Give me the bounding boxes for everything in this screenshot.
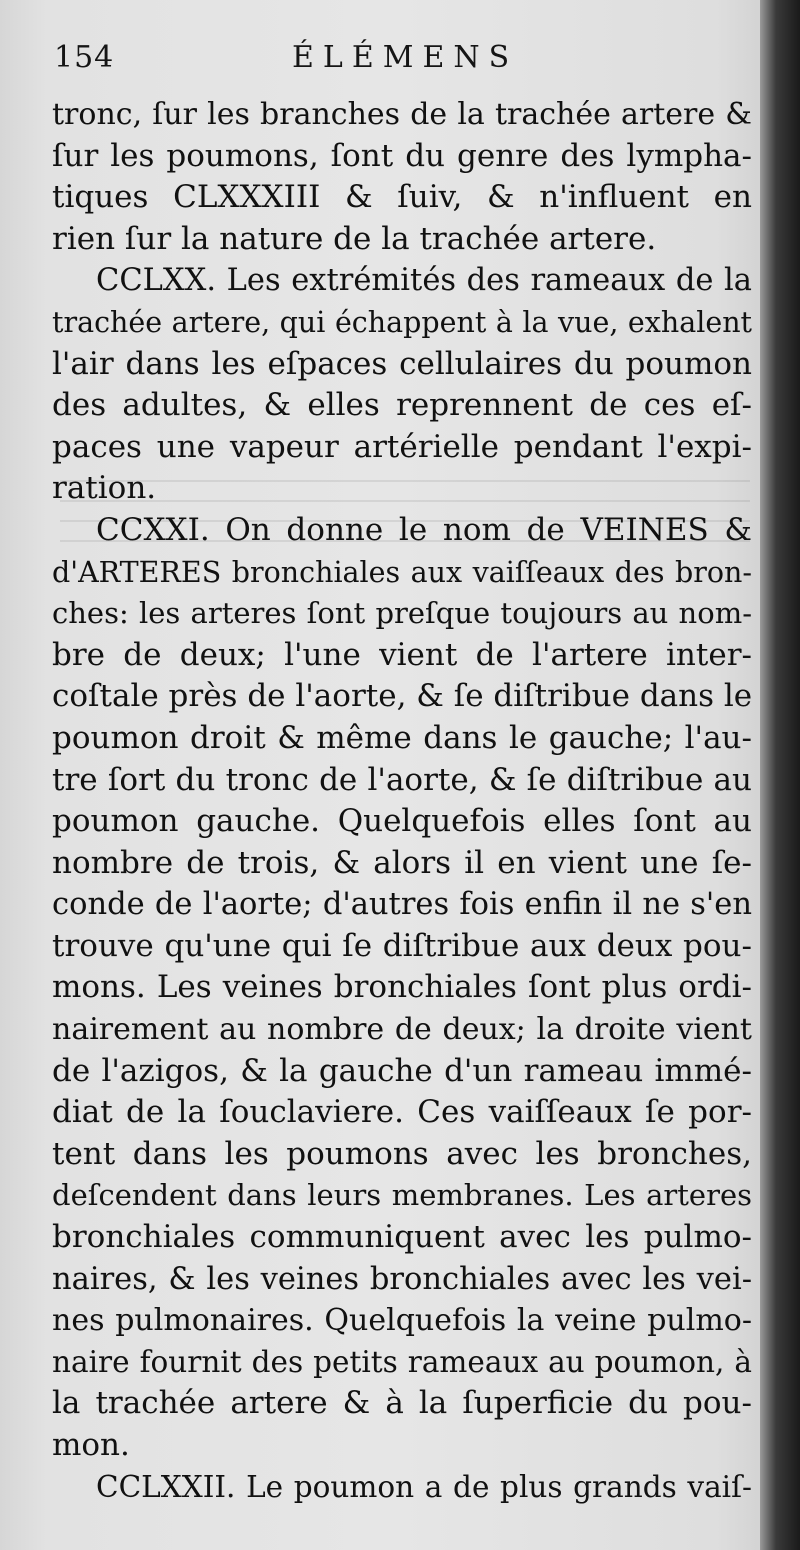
text-line: rien ſur la nature de la trachée artere. xyxy=(52,220,657,257)
text-line: paces une vapeur artérielle pendant l'expi- xyxy=(52,428,752,465)
page-header xyxy=(54,40,754,88)
text-line: coſtale près de l'aorte, & ſe diſtribue dans le xyxy=(52,678,753,715)
text-line: tre ſort du tronc de l'aorte, & ſe diſtribue au xyxy=(52,761,752,798)
section-start-line: CCXXI. On donne le nom de VEINES & xyxy=(96,511,752,548)
text-line: naires, & les veines bronchiales avec les vei- xyxy=(52,1261,752,1297)
text-line: conde de l'aorte; d'autres fois enfin il ne s'en xyxy=(52,887,752,923)
text-line: de l'azigos, & la gauche d'un rameau immé- xyxy=(52,1052,752,1089)
text-line: tiques CLXXXIII & ſuiv, & n'influent en xyxy=(52,179,752,216)
text-line: trouve qu'une qui ſe diſtribue aux deux pou- xyxy=(52,927,752,964)
page-number: 154 xyxy=(54,40,115,75)
text-line: bre de deux; l'une vient de l'artere inter- xyxy=(52,636,752,673)
body-text xyxy=(52,94,752,1508)
text-line: l'air dans les eſpaces cellulaires du poumon xyxy=(52,345,752,382)
text-line: bronchiales communiquent avec les pulmo- xyxy=(52,1219,752,1256)
text-line: ſur les poumons, ſont du genre des lympha- xyxy=(52,137,752,174)
text-line: nombre de trois, & alors il en vient une ſe- xyxy=(52,844,752,881)
text-line: d'ARTERES bronchiales aux vaiſſeaux des bron- xyxy=(52,555,752,589)
text-line: des adultes, & elles reprennent de ces eſ- xyxy=(52,387,752,424)
text-line: tronc, ſur les branches de la trachée artere & xyxy=(52,97,752,132)
text-line: naire fournit des petits rameaux au poumon, à xyxy=(52,1344,752,1379)
text-line: deſcendent dans leurs membranes. Les arteres xyxy=(52,1178,752,1213)
text-line: poumon gauche. Quelquefois elles ſont au xyxy=(52,803,752,840)
page-edge-shadow xyxy=(760,0,800,1550)
text-line: ration. xyxy=(52,470,157,507)
text-line: trachée artere, qui échappent à la vue, exhalent xyxy=(52,305,752,339)
text-line: la trachée artere & à la ſuperficie du pou- xyxy=(52,1385,752,1422)
section-start-line: CCLXXII. Le poumon a de plus grands vaiſ- xyxy=(96,1469,752,1504)
text-line: mon. xyxy=(52,1427,130,1463)
text-line: diat de la ſouclaviere. Ces vaiſſeaux ſe por- xyxy=(52,1094,752,1131)
text-line: ches: les arteres ſont preſque toujours au nom- xyxy=(52,596,752,631)
text-line: nes pulmonaires. Quelquefois la veine pulmo- xyxy=(52,1303,752,1339)
text-line: mons. Les veines bronchiales ſont plus ordi- xyxy=(52,969,752,1006)
text-line: poumon droit & même dans le gauche; l'au- xyxy=(52,719,752,756)
text-line: tent dans les poumons avec les bronches, xyxy=(52,1135,752,1172)
running-title: ÉLÉMENS xyxy=(292,40,519,75)
section-start-line: CCLXX. Les extrémités des rameaux de la xyxy=(96,263,752,299)
text-line: nairement au nombre de deux; la droite vient xyxy=(52,1012,752,1048)
